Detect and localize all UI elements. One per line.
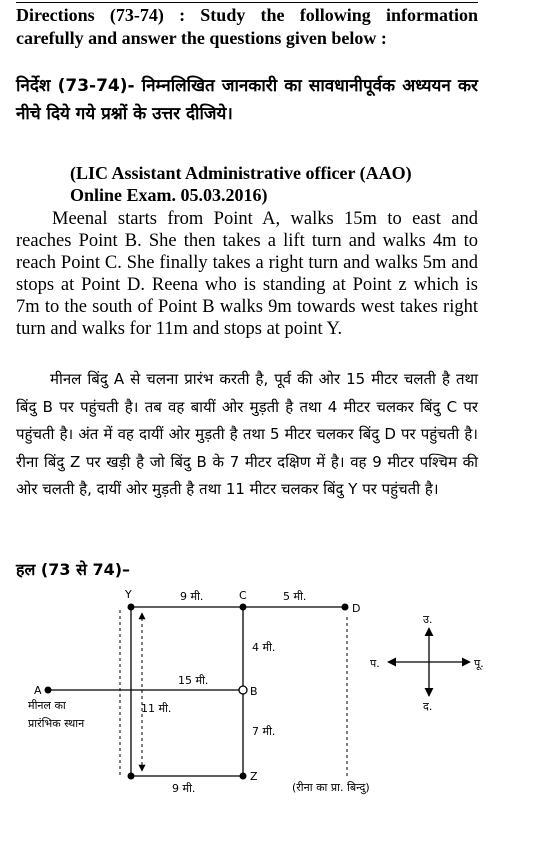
point-z (240, 773, 247, 780)
dist-yc: 9 मी. (180, 590, 204, 603)
dist-z-west: 9 मी. (172, 782, 196, 795)
label-z: Z (250, 770, 258, 783)
label-c: C (239, 589, 247, 602)
compass-west: प. (370, 657, 380, 670)
solution-heading: हल (73 से 74)– (16, 560, 131, 579)
caption-a-1: मीनल का (28, 699, 66, 712)
exam-source (70, 162, 480, 206)
compass-north: उ. (423, 613, 433, 626)
caption-a-2: प्रारंभिक स्थान (28, 717, 85, 730)
label-y: Y (125, 588, 132, 601)
label-d: D (352, 602, 361, 615)
compass (370, 613, 484, 713)
direction-diagram (0, 583, 546, 863)
label-b: B (250, 685, 258, 698)
label-a: A (34, 684, 42, 697)
dist-11m: 11 मी. (141, 702, 172, 715)
point-z-west (128, 773, 135, 780)
point-b (239, 686, 247, 694)
point-a (45, 687, 52, 694)
exam-source-line-2: Online Exam. 05.03.2016) (70, 185, 268, 205)
top-rule (16, 2, 478, 3)
caption-z: (रीना का प्रा. बिन्दु) (292, 781, 370, 794)
point-y (128, 604, 135, 611)
passage-english: Meenal starts from Point A, walks 15m to east and reaches Point B. She then takes a lift turn and walks 4m to reach Point C. She finally takes a right turn and walks 5m and stops at Point D. Reena who is standing at Point z which is 7m to the south of Point B walks 9m towards west takes right turn and walks for 11m and stops at point Y. (16, 209, 478, 339)
compass-east: पू. (474, 657, 484, 670)
directions-english: Directions (73-74) : Study the following information carefully and answer the questions given below : (16, 5, 478, 48)
dist-bz: 7 मी. (252, 725, 276, 738)
passage-hindi: मीनल बिंदु A से चलना प्रारंभ करती है, पूर्व की ओर 15 मीटर चलती है तथा बिंदु B पर पहुंचती है। तब वह बायीं ओर मुड़ती है तथा 4 मीटर चलकर बिंदु C पर पहुंचती है। अंत में वह दायीं ओर मुड़ती है तथा 5 मीटर चलकर बिंदु D पर पहुंचती है। रीना बिंदु Z पर खड़ी है जो बिंदु B के 7 मीटर दक्षिण में है। वह 9 मीटर पश्चिम की ओर चलती है, दायीं ओर मुड़ती है तथा 11 मीटर चलकर बिंदु Y पर पहुंचती है। (16, 370, 478, 498)
exam-source-line-1: (LIC Assistant Administrative officer (AAO) (70, 163, 412, 183)
point-d (342, 604, 349, 611)
directions-hindi: निर्देश (73-74)- निम्नलिखित जानकारी का सावधानीपूर्वक अध्ययन कर नीचे दिये गये प्रश्नों के उत्तर दीजिये। (16, 76, 478, 124)
dist-cd: 5 मी. (283, 590, 307, 603)
dist-ab: 15 मी. (178, 674, 209, 687)
compass-south: द. (423, 700, 433, 713)
point-c (240, 604, 247, 611)
dist-bc: 4 मी. (252, 641, 276, 654)
